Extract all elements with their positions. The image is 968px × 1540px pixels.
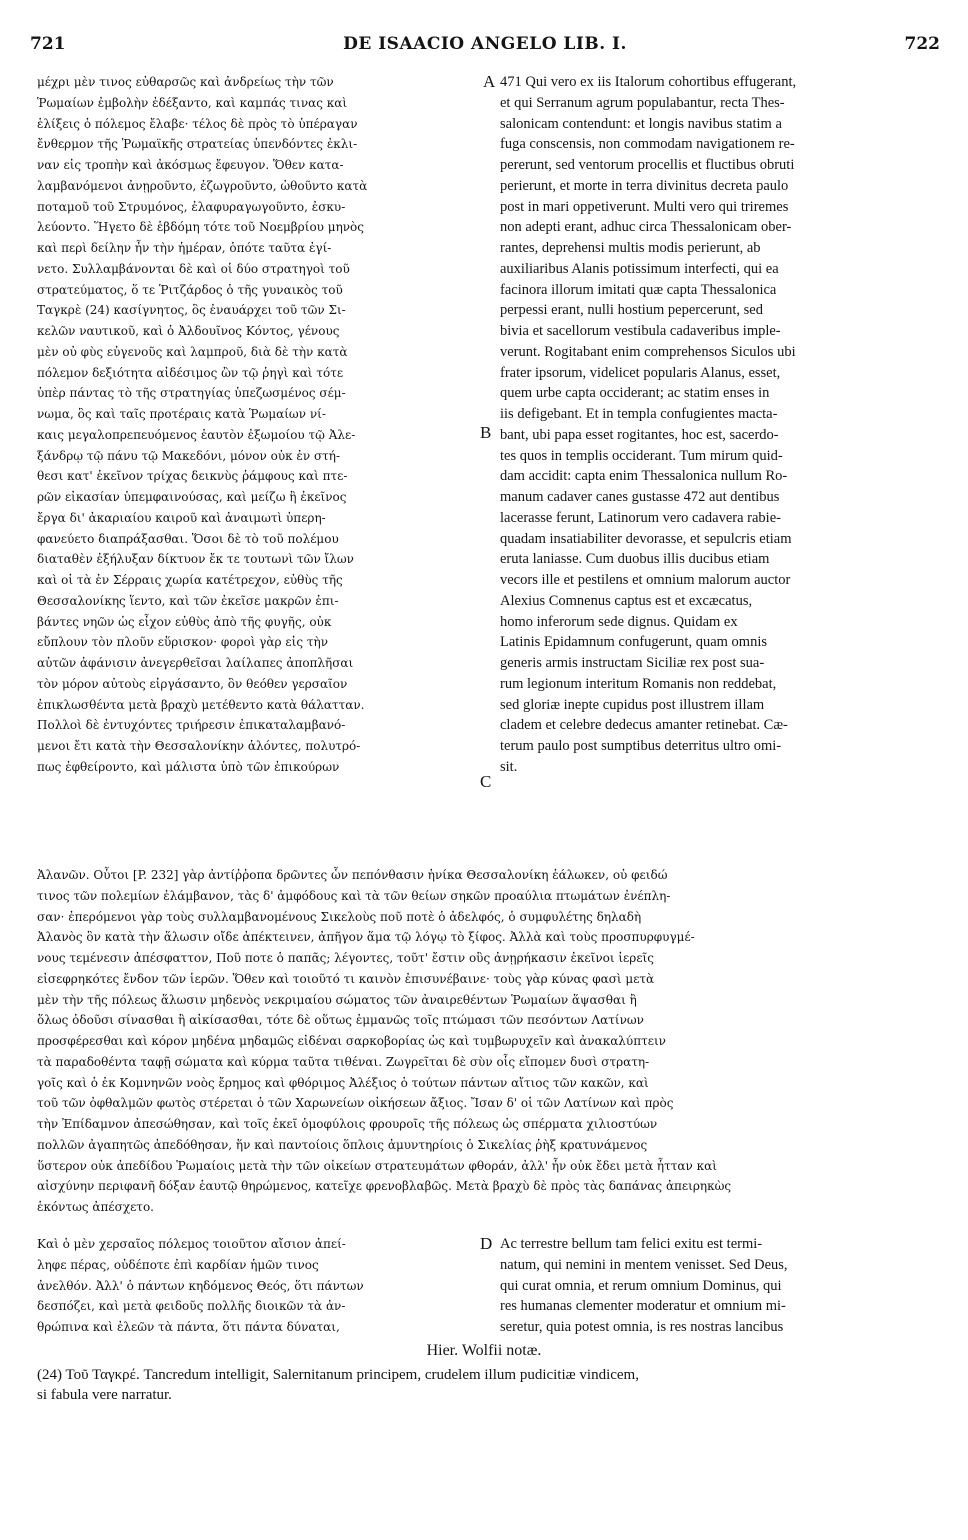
text-line: auxiliaribus Alanis potissimum interfecti, qui ea <box>500 260 779 277</box>
text-line: μενοι ἔτι κατὰ τὴν Θεσσαλονίκην ἁλόντες, πολυτρό- <box>37 739 361 753</box>
text-line: εὔπλουν τὸν πλοῦν εὕρισκον· φοροὶ γὰρ εἰς τὴν <box>37 635 328 650</box>
margin-marker-a: A <box>483 72 496 91</box>
text-line: ἐπικλωσθέντα μετὰ βραχὺ μετέθεντο κατὰ θάλατταν. <box>37 697 365 712</box>
text-line: διαταθὲν ἐξήλυξαν δίκτυον ἔκ τε τουτωνὶ τῶν ἴλων <box>37 552 354 567</box>
text-line: salonicam contendunt: et longis navibus statim a <box>500 115 782 132</box>
text-line: quadam insatiabiliter devorasse, et sepulcris etiam <box>500 530 792 547</box>
text-line: rantes, deprehensi multis modis perierunt, ab <box>500 240 761 256</box>
text-line: ναν εἰς τροπὴν καὶ ἀκόσμως ἔφευγον. Ὅθεν κατα- <box>37 158 344 172</box>
text-line: τὸν μόρον αὐτοὺς εἰργάσαντο, ὃν θεόθεν γερσαῖον <box>37 676 348 691</box>
text-line: qui curat omnia, et rerum omnium Dominus, qui <box>500 1277 782 1294</box>
text-line: μὲν τὴν τῆς πόλεως ἅλωσιν μηδενὸς νεκριμαίου σώματος τῶν ἀναιρεθέντων Ῥωμαίων ἅψασθαι ἢ <box>37 992 637 1007</box>
text-line: pererunt, sed ventorum procellis et fluctibus obruti <box>500 157 795 173</box>
text-line: frater ipsorum, videlicet popularis Alanus, esset, <box>500 364 781 381</box>
notes-heading: Hier. Wolfii notæ. <box>426 1342 542 1359</box>
margin-marker-d: D <box>480 1234 493 1253</box>
text-line: generis armis instructam Siciliæ rex post sua- <box>500 655 765 671</box>
running-title: DE ISAACIO ANGELO LIB. I. <box>343 34 627 54</box>
text-line: dam accidit: capta enim Thessalonica nullum Ro- <box>500 468 788 485</box>
text-line: verunt. Rogitabant enim comprehensos Siculos ubi <box>500 343 796 360</box>
text-line: quem urbe capta occiderant; ac statim enses in <box>500 385 770 402</box>
text-line: βάντες νηῶν ὡς εἶχον εὐθὺς ἀπὸ τῆς φυγῆς, οὐκ <box>37 614 332 629</box>
text-line: αἰσχύνην περιφανῆ δόξαν ἑαυτῷ θηρώμενος, κατεῖχε φρενοβλαβῶς. Μετὰ βραχὺ δὲ πρὸς τὰς δαπάνας ἀπειρηκὼς <box>37 1179 732 1194</box>
text-line: τὴν Ἐπίδαμνον ἀπεσώθησαν, καὶ τοῖς ἐκεῖ ὁμοφύλοις φρουροῖς τῆς πόλεως ὡς σπέρματα χιλιοστύων <box>37 1117 658 1131</box>
text-line: ρῶν εἰκασίαν ὑπεμφαινούσας, καὶ μείζω ἢ ἐκεῖνος <box>37 490 347 504</box>
text-line: ὑπὲρ πάντας τὸ τῆς στρατηγίας ὑπεζωσμένος σέμ- <box>37 386 346 401</box>
text-line: Θεσσαλονίκης ἵεντο, καὶ τῶν ἐκεῖσε μακρῶν ἐπι- <box>37 593 339 608</box>
margin-marker-b: B <box>480 423 492 442</box>
text-line: vecors ille et pestilens et omnium malorum auctor <box>500 572 791 588</box>
text-line: δεσπόζει, καὶ μετὰ φειδοῦς πολλῆς διοικῶν τὰ ἀν- <box>37 1299 346 1314</box>
greek-column-bottom <box>37 1234 485 1338</box>
text-line: Πολλοὶ δὲ ἐντυχόντες τριήρεσιν ἐπικαταλαμβανό- <box>37 718 346 733</box>
text-line: lacerasse ferunt, Latinorum vero cadavera rabie- <box>500 509 781 526</box>
text-line: Ἀλανὸς ὃν κατὰ τὴν ἅλωσιν οἴδε ἀπέκτεινεν, ἀπῆγον ἅμα τῷ λόγῳ τὸ ξίφος. Ἀλλὰ καὶ τοὺς προσπυρφυγμέ- <box>37 930 695 945</box>
text-line: ποταμοῦ τοῦ Στρυμόνος, ἐλαφυραγωγοῦντο, ἐσκυ- <box>37 199 346 214</box>
margin-marker-c: C <box>480 772 492 791</box>
text-line: et qui Serranum agrum populabantur, recta Thes- <box>500 94 785 111</box>
text-line: λεύοντο. Ἥγετο δὲ ἑβδόμη τότε τοῦ Νοεμβρίου μηνὸς <box>37 220 364 235</box>
text-line: αὐτῶν ἀφάνισιν ἀνεγερθεῖσαι λαίλαπες ἀποπλῆσαι <box>37 656 354 670</box>
text-line: Ῥωμαίων ἐμβολὴν ἐδέξαντο, καὶ καμπάς τινας καὶ <box>37 95 348 110</box>
text-line: fuga conscensis, non commodam navigationem re- <box>500 136 795 153</box>
footnotes <box>37 1365 942 1405</box>
text-line: sed gloriæ inepte cupidus post illustrem illam <box>500 696 765 713</box>
text-line: perpessi erant, nulli hostium pepercerunt, sed <box>500 302 763 319</box>
text-line: καὶ οἱ τὰ ἐν Σέρραις χωρία κατέτρεχον, εὐθὺς τῆς <box>37 573 343 587</box>
text-line: Latinis Epidamnum confugerunt, quam omnis <box>500 634 767 651</box>
text-line: seretur, quia potest omnia, is res nostras lancibus <box>500 1319 784 1335</box>
text-line: non adepti erant, adhuc circa Thessalonicam ober- <box>500 219 792 236</box>
greek-column-top <box>37 72 485 778</box>
page-header <box>30 34 940 58</box>
page-number-right: 722 <box>904 34 940 54</box>
text-line: ἔνθερμον τῆς Ῥωμαϊκῆς στρατείας ὑπενδόντες ἐκλι- <box>37 137 358 152</box>
text-line: ἑλίξεις ὁ πόλεμος ἔλαβε· τέλος δὲ πρὸς τὸ ὑπέραγαν <box>37 116 358 131</box>
text-line: manum cadaver canes gustasse 472 aut dentibus <box>500 489 780 505</box>
text-line: 471 Qui vero ex iis Italorum cohortibus effugerant, <box>500 74 797 90</box>
text-line: sit. <box>500 758 518 775</box>
text-line: natum, qui nemini in mentem venisset. Sed Deus, <box>500 1256 788 1273</box>
text-line: κελῶν ναυτικοῦ, καὶ ὁ Ἀλδουῖνος Κόντος, γένους <box>37 324 340 338</box>
text-line: ξάνδρῳ τῷ πάνυ τῷ Μακεδόνι, μόνον οὐκ ἐν στή- <box>37 448 341 463</box>
greek-full-width-paragraph <box>37 865 942 1218</box>
text-line: νετο. Συλλαμβάνονται δὲ καὶ οἱ δύο στρατηγοὶ τοῦ <box>37 261 350 276</box>
page-number-left: 721 <box>30 34 66 54</box>
text-line: ληφε πέρας, οὐδέποτε ἐπὶ καρδίαν ἡμῶν τινος <box>37 1257 319 1272</box>
text-line: τὰ παραδοθέντα ταφῇ σώματα καὶ κύρμα ταῦτα τιθέναι. Ζωγρεῖται δὲ σὺν οἷς εἴπομεν δυσὶ στρατη- <box>37 1054 650 1069</box>
text-line: προσφέρεσθαι καὶ κόρον μηδένα μηδαμῶς εἰδέναι σαρκοβορίας ὡς καὶ τυμβωρυχεῖν καὶ ἀνακαλύπτειν <box>37 1034 666 1048</box>
text-line: facinora illorum imitati quæ capta Thessalonica <box>500 281 777 298</box>
text-line: σαν· ἐπερόμενοι γὰρ τοὺς συλλαμβανομένους Σικελοὺς ποῦ ποτὲ ὁ ἀδελφός, ὁ συμφυλέτης δηλαδὴ <box>37 909 642 924</box>
text-line: post in mari oppetiverunt. Multi vero qui triremes <box>500 198 789 215</box>
text-line: ἔργα δι' ἀκαριαίου καιροῦ καὶ ἀναιμωτὶ ὑπερη- <box>37 510 326 525</box>
text-line: θρώπινα καὶ ἐλεῶν τὰ πάντα, ὅτι πάντα δύναται, <box>37 1320 340 1334</box>
text-line: εἰσεφρηκότες ἔνδον τῶν ἱερῶν. Ὅθεν καὶ τοιοῦτό τι καινὸν ἐπισυνέβαινε· τοὺς γὰρ κύνας φασὶ μετὰ <box>37 971 655 986</box>
text-line: homo inferorum sede dignus. Quidam ex <box>500 613 738 630</box>
text-line: τινος τῶν πολεμίων ἐλάμβανον, τὰς δ' ἀμφόδους καὶ τὰ τῶν θείων σηκῶν προαύλια πτωμάτων ἐνέπλη- <box>37 888 671 903</box>
text-line: τοῦ τῶν ὀφθαλμῶν φωτὸς στέρεται ὁ τῶν Χαρωνείων οἰκήσεων ἄξιος. Ἴσαν δ' οἱ τῶν Λατίνων καὶ πρὸς <box>37 1096 674 1111</box>
text-line: Ἀλανῶν. Οὗτοι [P. 232] γὰρ ἀντίῤῥοπα δρῶντες ὧν πεπόνθασιν ἡνίκα Θεσσαλονίκη ἑάλωκεν, οὐ φειδώ <box>37 868 668 882</box>
text-line: νους τεμένεσιν ἀπέσφαττον, Ποῦ ποτε ὁ παπᾶς; λέγοντες, τοῦτ' ἔστιν οὓς ἀνῃρήκασιν ἐκεῖνοι ἱερεῖς <box>37 951 654 965</box>
text-line: πολλῶν ἀγαπητῶς ἀπεδόθησαν, ἥν καὶ παντοίοις ὅπλοις ἀμυντηρίοις ὁ Σικελίας ῥὴξ κρατυνάμενος <box>37 1137 648 1152</box>
text-line: si fabula vere narratur. <box>37 1387 172 1403</box>
text-line: cladem et celebre dedecus amanter retinebat. Cæ- <box>500 717 788 734</box>
text-line: πως ἐφθείροντο, καὶ μάλιστα ὑπὸ τῶν ἐπικούρων <box>37 759 340 774</box>
text-line: tes quos in templis occiderant. Tum mirum quid- <box>500 447 783 464</box>
text-line: νωμα, ὃς καὶ ταῖς προτέραις κατὰ Ῥωμαίων νί- <box>37 407 326 421</box>
latin-column-bottom <box>500 1234 940 1338</box>
text-line: φανεύετο διαπράξασθαι. Ὅσοι δὲ τὸ τοῦ πολέμου <box>37 531 339 546</box>
text-line: Ταγκρὲ (24) κασίγνητος, ὃς ἐναυάρχει τοῦ τῶν Σι- <box>37 303 346 318</box>
text-line: iis defigebant. Et in templa confugientes macta- <box>500 406 778 422</box>
text-line: Alexius Comnenus captus est et excæcatus, <box>500 592 753 609</box>
text-line: στρατεύματος, ὅ τε Ῥιτζάρδος ὁ τῆς γυναικὸς τοῦ <box>37 282 343 297</box>
text-line: ὕστερον οὐκ ἀπεδίδου Ῥωμαίοις μετὰ τὴν τῶν οἰκείων στρατευμάτων φθοράν, ἀλλ' ἦν οὐκ ἔδει μετὰ ἧτταν καὶ <box>37 1158 717 1173</box>
text-line: res humanas clementer moderatur et omnium mi- <box>500 1298 786 1315</box>
text-line: bivia et sacellorum vestibula cadaveribus imple- <box>500 323 781 339</box>
text-line: eruta laniasse. Cum duobus illis ducibus etiam <box>500 551 770 568</box>
text-line: (24) Τοῦ Ταγκρέ. Tancredum intelligit, Salernitanum principem, crudelem illum pudicitiæ vindicem, <box>37 1367 639 1383</box>
text-line: Καὶ ὁ μὲν χερσαῖος πόλεμος τοιοῦτον αἴσιον ἀπεί- <box>37 1237 346 1251</box>
text-line: bant, ubi papa esset rogitantes, hoc est, sacerdo- <box>500 426 779 443</box>
text-line: μέχρι μὲν τινος εὐθαρσῶς καὶ ἀνδρείως τὴν τῶν <box>37 75 334 89</box>
text-line: ἀνελθόν. Ἀλλ' ὁ πάντων κηδόμενος Θεός, ὅτι πάντων <box>37 1278 364 1293</box>
text-line: μὲν οὐ φὺς εὐγενοῦς καὶ λαμπροῦ, διὰ δὲ τὴν κατὰ <box>37 344 348 359</box>
text-line: θεσι κατ' ἐκεῖνον τρίχας δεικνὺς ῥάμφους καὶ πτε- <box>37 469 348 484</box>
text-line: perierunt, et morte in terra divinitus decreta paulo <box>500 177 789 194</box>
text-line: terum paulo post sumptibus deterritus ultro omi- <box>500 738 782 754</box>
text-line: ὅλως ὀδοῦσι σίνασθαι ἢ αἰκίσασθαι, τότε δὲ οὕτως ἐμμανῶς τοῖς πτώμασι τῶν πεσόντων Λατίνων <box>37 1013 644 1028</box>
text-line: Ac terrestre bellum tam felici exitu est termi- <box>500 1236 763 1252</box>
text-line: καὶ περὶ δείλην ἦν τὴν ἡμέραν, ὁπότε ταῦτα ἐγί- <box>37 241 332 255</box>
text-line: καις μεγαλοπρεπευόμενος ἑαυτὸν ἐξωμοίου τῷ Ἀλε- <box>37 427 356 442</box>
latin-column-top <box>500 72 940 778</box>
text-line: ἑκόντως ἀπέσχετο. <box>37 1200 154 1214</box>
text-line: γοῖς καὶ ὁ ἐκ Κομνηνῶν νοὸς ἔρημος καὶ φθόριμος Ἀλέξιος ὁ τούτων πάντων αἴτιος τῶν κακῶν, καὶ <box>37 1075 649 1090</box>
text-line: πόλεμον δεξιότητα αἰδέσιμος ὢν τῷ ῥηγὶ καὶ τότε <box>37 365 344 380</box>
text-line: rum legionum interitum Romanis non reddebat, <box>500 675 777 692</box>
text-line: λαμβανόμενοι ἀνῃροῦντο, ἐζωγροῦντο, ὠθοῦντο κατὰ <box>37 178 368 193</box>
